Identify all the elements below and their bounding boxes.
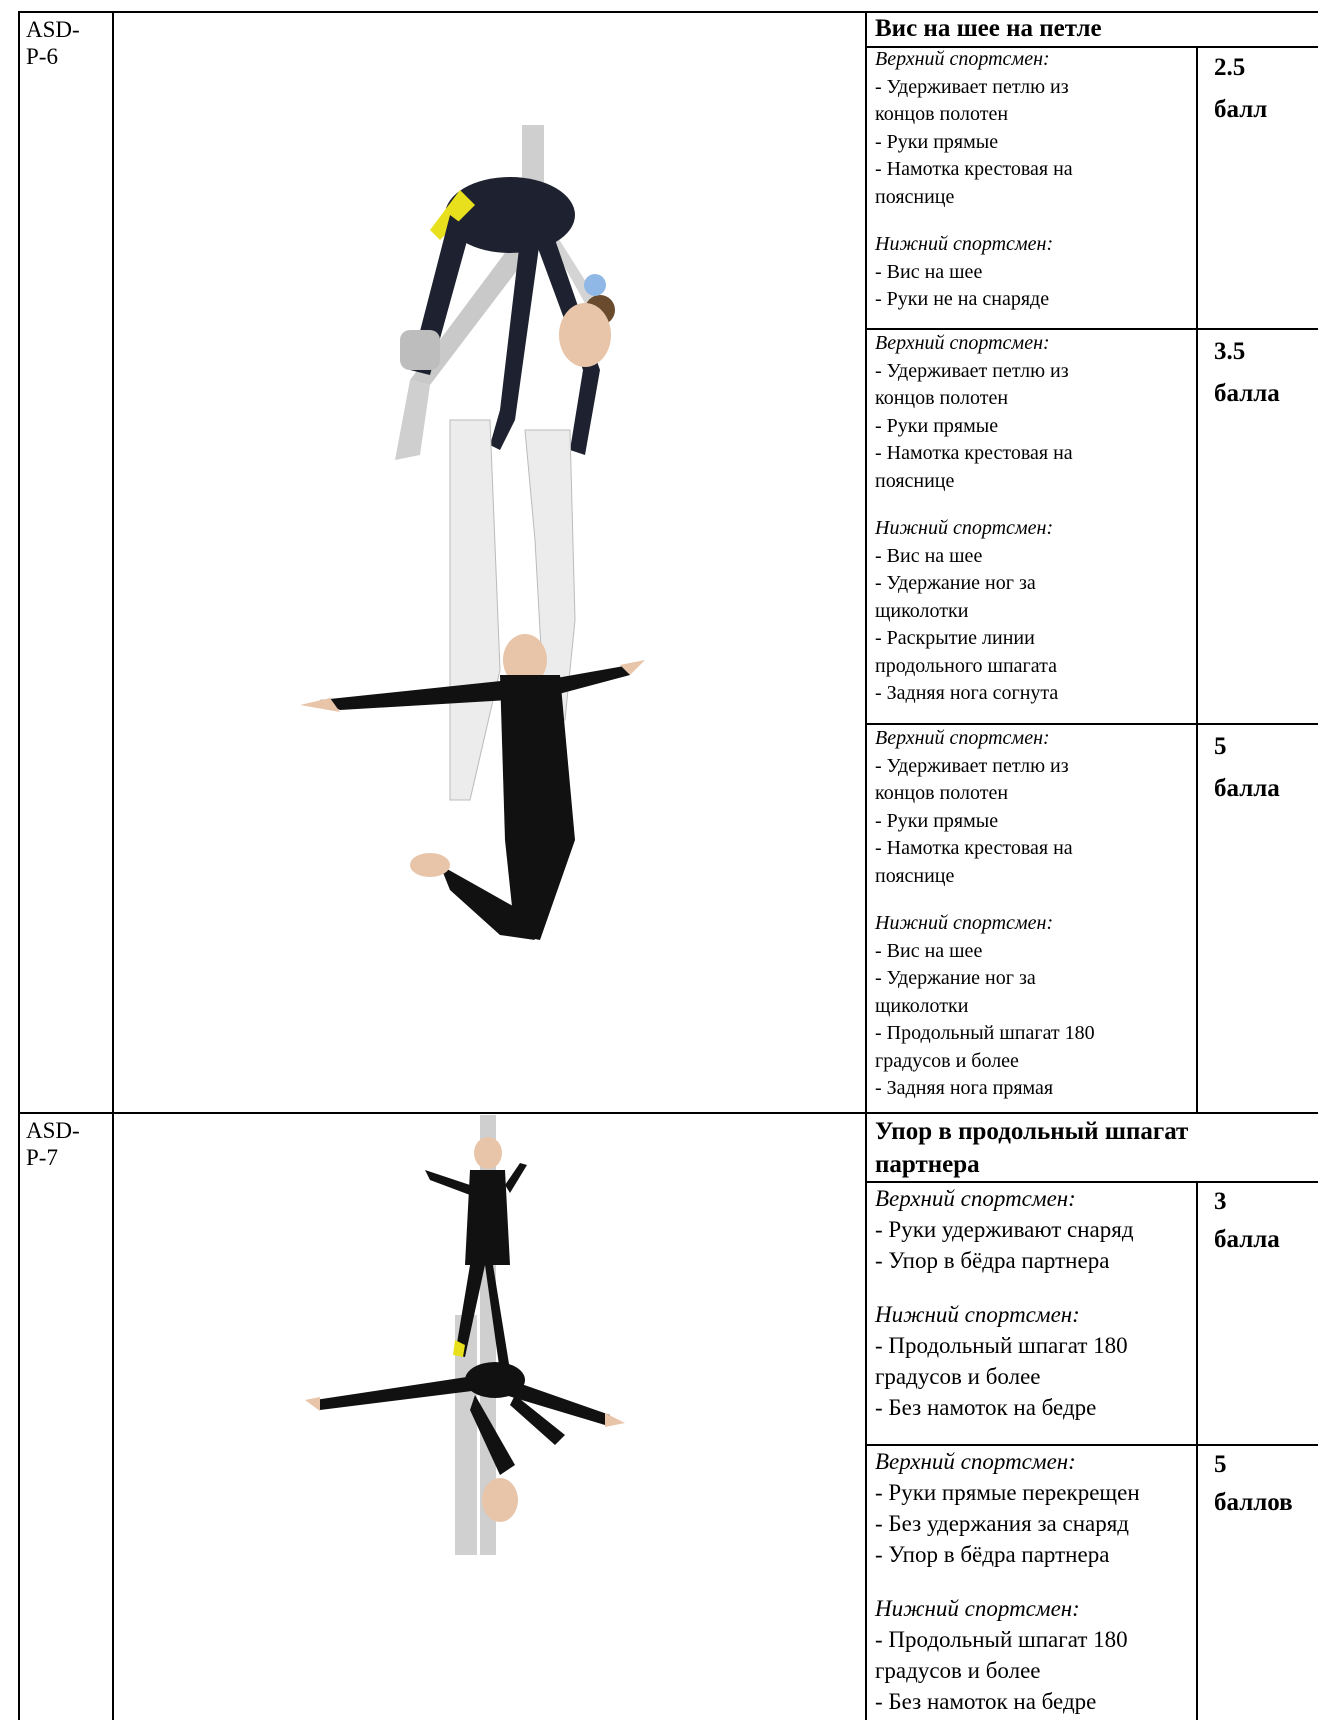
option-description — [875, 330, 1193, 708]
blank-line — [875, 211, 1193, 231]
criterion-line: - Продольный шпагат 180 — [875, 1333, 1128, 1358]
criterion-line: - Продольный шпагат 180 — [875, 1022, 1095, 1044]
option-description — [875, 1446, 1193, 1717]
score-unit: баллов — [1214, 1489, 1293, 1516]
criterion-line: - Руки удерживают снаряд — [875, 1217, 1134, 1242]
criterion-line: - Удержание ног за — [875, 572, 1036, 594]
score-unit: балла — [1214, 1226, 1280, 1253]
score-value: 3 — [1214, 1188, 1227, 1215]
option-description — [875, 46, 1193, 314]
col-divider-score-2 — [1196, 1181, 1198, 1720]
criterion-line: концов полотен — [875, 387, 1009, 409]
criterion-line: пояснице — [875, 185, 955, 208]
criterion-line: концов полотен — [875, 103, 1009, 125]
element-title: Упор в продольный шпагат партнера — [875, 1118, 1189, 1178]
athletes-photo-split-support — [305, 1115, 665, 1565]
criterion-line: градусов и более — [875, 1658, 1041, 1683]
col-divider-code — [112, 11, 114, 1720]
table-border-top — [18, 11, 1318, 13]
criterion-line: - Намотка крестовая на — [875, 158, 1073, 180]
top-athlete-heading: Верхний спортсмен: — [875, 727, 1050, 749]
col-divider-text — [865, 11, 867, 1720]
score-value: 2.5 — [1214, 54, 1246, 81]
element-code: ASD- P-7 — [26, 1118, 80, 1170]
score-value: 5 — [1214, 1451, 1227, 1478]
criterion-line: пояснице — [875, 864, 955, 887]
element-title: Вис на шее на петле — [875, 15, 1102, 42]
blank-line — [875, 1276, 1193, 1299]
criterion-line: - Продольный шпагат 180 — [875, 1627, 1128, 1652]
score-cell — [1214, 726, 1280, 810]
criterion-line: продольного шпагата — [875, 654, 1057, 677]
score-unit: балла — [1214, 380, 1280, 407]
criterion-line: - Без удержания за снаряд — [875, 1511, 1129, 1536]
criterion-line: градусов и более — [875, 1364, 1041, 1389]
bottom-athlete-heading: Нижний спортсмен: — [875, 1302, 1080, 1327]
blank-line — [875, 495, 1193, 515]
criterion-line: - Удерживает петлю из — [875, 359, 1069, 382]
top-athlete-heading: Верхний спортсмен: — [875, 48, 1050, 70]
criterion-line: - Руки прямые — [875, 130, 999, 153]
table-border-left — [18, 11, 20, 1720]
athletes-photo-neck-hang — [300, 120, 680, 1020]
criterion-line: - Удерживает петлю из — [875, 754, 1069, 777]
criterion-line: - Без намоток на бедре — [875, 1689, 1097, 1714]
bottom-athlete-heading: Нижний спортсмен: — [875, 233, 1054, 255]
criterion-line: - Намотка крестовая на — [875, 442, 1073, 464]
criterion-line: - Вис на шее — [875, 939, 983, 962]
criterion-line: - Задняя нога согнута — [875, 682, 1059, 704]
criterion-line: щиколотки — [875, 994, 969, 1017]
criterion-line: - Вис на шее — [875, 544, 983, 567]
score-unit: балла — [1214, 775, 1280, 802]
criterion-line: пояснице — [875, 469, 955, 492]
criterion-line: - Удерживает петлю из — [875, 75, 1069, 98]
criterion-line: щиколотки — [875, 599, 969, 622]
criterion-line: - Задняя нога прямая — [875, 1077, 1054, 1099]
score-cell — [1214, 331, 1280, 415]
col-divider-score — [1196, 46, 1198, 1112]
option-description — [875, 725, 1193, 1103]
bottom-athlete-heading: Нижний спортсмен: — [875, 912, 1054, 934]
criterion-line: - Без намоток на бедре — [875, 1395, 1097, 1420]
element-code: ASD- P-6 — [26, 17, 80, 69]
blank-line — [875, 890, 1193, 910]
criterion-line: - Намотка крестовая на — [875, 837, 1073, 859]
criterion-line: - Раскрытие линии — [875, 627, 1035, 649]
score-cell — [1214, 1183, 1280, 1259]
criterion-line: - Руки прямые перекрещен — [875, 1480, 1140, 1505]
score-value: 3.5 — [1214, 338, 1246, 365]
bottom-athlete-heading: Нижний спортсмен: — [875, 517, 1054, 539]
criterion-line: - Упор в бёдра партнера — [875, 1248, 1110, 1273]
criterion-line: - Руки прямые — [875, 809, 999, 832]
criterion-line: - Удержание ног за — [875, 967, 1036, 989]
option-description — [875, 1183, 1193, 1423]
top-athlete-heading: Верхний спортсмен: — [875, 1449, 1076, 1474]
criterion-line: - Руки прямые — [875, 414, 999, 437]
blank-line — [875, 1570, 1193, 1593]
score-cell — [1214, 47, 1267, 131]
top-athlete-heading: Верхний спортсмен: — [875, 1186, 1076, 1211]
score-unit: балл — [1214, 96, 1268, 123]
criterion-line: градусов и более — [875, 1049, 1019, 1072]
criterion-line: - Руки не на снаряде — [875, 288, 1050, 310]
bottom-athlete-heading: Нижний спортсмен: — [875, 1596, 1080, 1621]
row-divider — [18, 1112, 1318, 1114]
criterion-line: - Вис на шее — [875, 260, 983, 283]
score-cell — [1214, 1446, 1293, 1522]
criterion-line: концов полотен — [875, 782, 1009, 804]
top-athlete-heading: Верхний спортсмен: — [875, 332, 1050, 354]
criterion-line: - Упор в бёдра партнера — [875, 1542, 1110, 1567]
score-value: 5 — [1214, 733, 1227, 760]
